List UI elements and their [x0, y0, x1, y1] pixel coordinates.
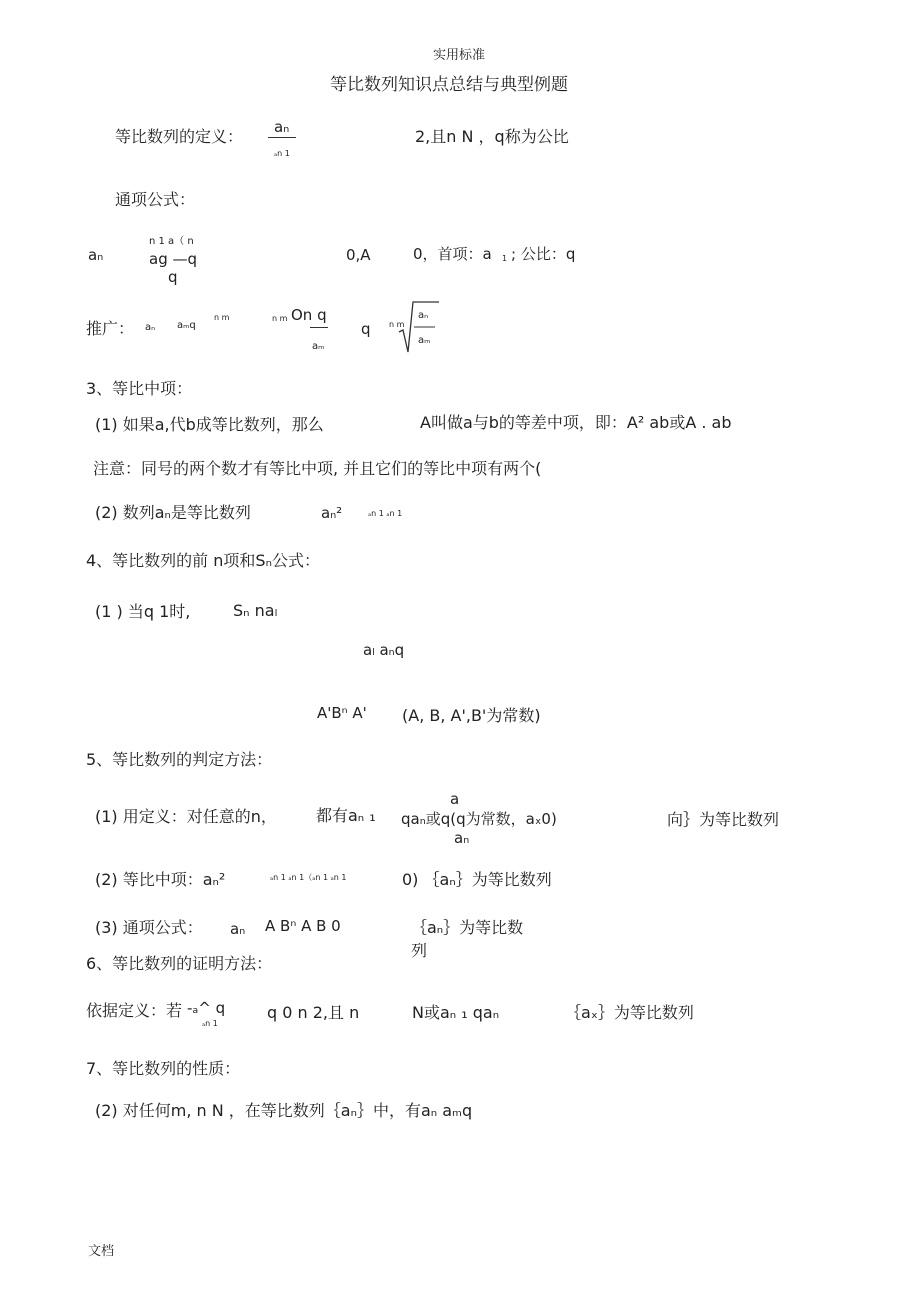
sec3-item1-right: A叫做a与b的等差中项，即：A² ab或A . ab — [420, 413, 732, 432]
sec4-line2: aₗ aₙq — [363, 641, 405, 659]
section-5-heading: 5、等比数列的判定方法： — [86, 750, 273, 769]
sec5-item1-right: 向｝为等比数列 — [667, 810, 780, 829]
sec5-item2-left: (2) 等比中项：aₙ² — [95, 870, 226, 889]
sec5-item3-an: aₙ — [230, 920, 246, 938]
sec4-line3-right: (A, B, A',B'为常数) — [402, 706, 541, 725]
sec4-line3-left: A'Bⁿ A' — [317, 704, 367, 722]
extension-exponent-1: n m — [214, 313, 230, 322]
extension-exponent-2: n m — [272, 314, 288, 323]
sec3-item2-mid: aₙ² — [321, 504, 343, 522]
sec6-basis-right: ｛aₓ｝为等比数列 — [565, 1003, 694, 1022]
section-3-heading: 3、等比中项： — [86, 379, 193, 398]
page-header: 实用标准 — [433, 48, 486, 63]
sec6-basis-fraction: -ₐ^ q — [187, 999, 226, 1017]
general-term-part2: 0,A — [346, 246, 371, 264]
definition-numerator: aₙ — [274, 118, 290, 136]
fraction-bar — [310, 327, 328, 328]
sec3-item2-left: (2) 数列aₙ是等比数列 — [95, 503, 251, 522]
sec5-item1-mid: 都有aₙ ₁ — [316, 806, 376, 825]
sec5-item1-left: (1) 用定义：对任意的n， — [95, 807, 277, 826]
radical-sign-icon — [399, 300, 439, 356]
sec3-item2-small: ₐn 1 ₐn 1 — [368, 509, 403, 518]
general-term-middle: ag —q — [149, 250, 198, 268]
sec6-basis-left: 依据定义：若 — [86, 1001, 183, 1020]
sec3-item1-left: (1) 如果a,代b成等比数列，那么 — [95, 415, 324, 434]
extension-q: q — [361, 320, 371, 338]
sec6-basis-mid2: N或aₙ ₁ qaₙ — [412, 1003, 500, 1022]
general-term-label: 通项公式： — [115, 190, 196, 209]
sec5-item2-right: 0) ｛aₙ｝为等比数列 — [402, 870, 552, 889]
general-term-low: q — [168, 268, 178, 286]
sec4-item1-right: Sₙ naₗ — [233, 601, 278, 620]
sec4-item1-left: (1 ) 当q 1时, — [95, 602, 191, 621]
sec5-item1-bottom: aₙ — [454, 829, 470, 847]
section-7-heading: 7、等比数列的性质： — [86, 1059, 241, 1078]
sec5-item1-formula: qaₙ或q(q为常数，aₓ0) — [401, 810, 557, 828]
sec5-item3-wrap: 列 — [411, 941, 428, 960]
sec6-basis-subscript: ₐn 1 — [202, 1019, 218, 1028]
section-4-heading: 4、等比数列的前 n项和Sₙ公式： — [86, 551, 320, 570]
fraction-bar — [268, 137, 296, 138]
page-title: 等比数列知识点总结与典型例题 — [330, 75, 568, 95]
extension-root-index: n m — [389, 320, 405, 329]
page-footer: 文档 — [88, 1244, 115, 1259]
general-term-part4: ; 公比：q — [511, 245, 576, 263]
general-term-subscript: 1 — [502, 254, 508, 263]
sec7-item2: (2) 对任何m, n N ，在等比数列｛aₙ｝中，有aₙ aₘq — [95, 1101, 473, 1120]
section-6-heading: 6、等比数列的证明方法： — [86, 954, 273, 973]
extension-root-denominator: aₘ — [418, 335, 431, 346]
general-term-superscript: n 1 a（ n — [149, 236, 194, 247]
sec5-item2-small: ₐn 1 ₐn 1（ₐn 1 ₐn 1 — [270, 873, 347, 882]
sec5-item3-left: (3) 通项公式： — [95, 918, 203, 937]
extension-onq: On q — [291, 306, 327, 324]
sec5-item1-top: a — [450, 790, 460, 808]
general-term-lhs: aₙ — [88, 246, 104, 264]
definition-label: 等比数列的定义： — [115, 127, 244, 146]
general-term-part3: 0，首项：a — [413, 245, 492, 263]
sec5-item3-mid: A Bⁿ A B 0 — [265, 917, 341, 935]
sec5-item3-right: ｛aₙ｝为等比数 — [411, 918, 524, 937]
extension-a1: aₙ — [145, 322, 156, 333]
extension-denominator: aₘ — [312, 341, 325, 352]
extension-label: 推广： — [86, 319, 135, 338]
definition-denominator: ₐn 1 — [274, 149, 290, 158]
extension-a2: aₘq — [177, 320, 196, 331]
extension-root-numerator: aₙ — [418, 310, 429, 321]
sec6-basis-mid: q 0 n 2,且 n — [267, 1003, 360, 1022]
sec3-note: 注意：同号的两个数才有等比中项, 并且它们的等比中项有两个( — [93, 459, 542, 478]
definition-condition: 2,且n N ，q称为公比 — [415, 127, 569, 146]
